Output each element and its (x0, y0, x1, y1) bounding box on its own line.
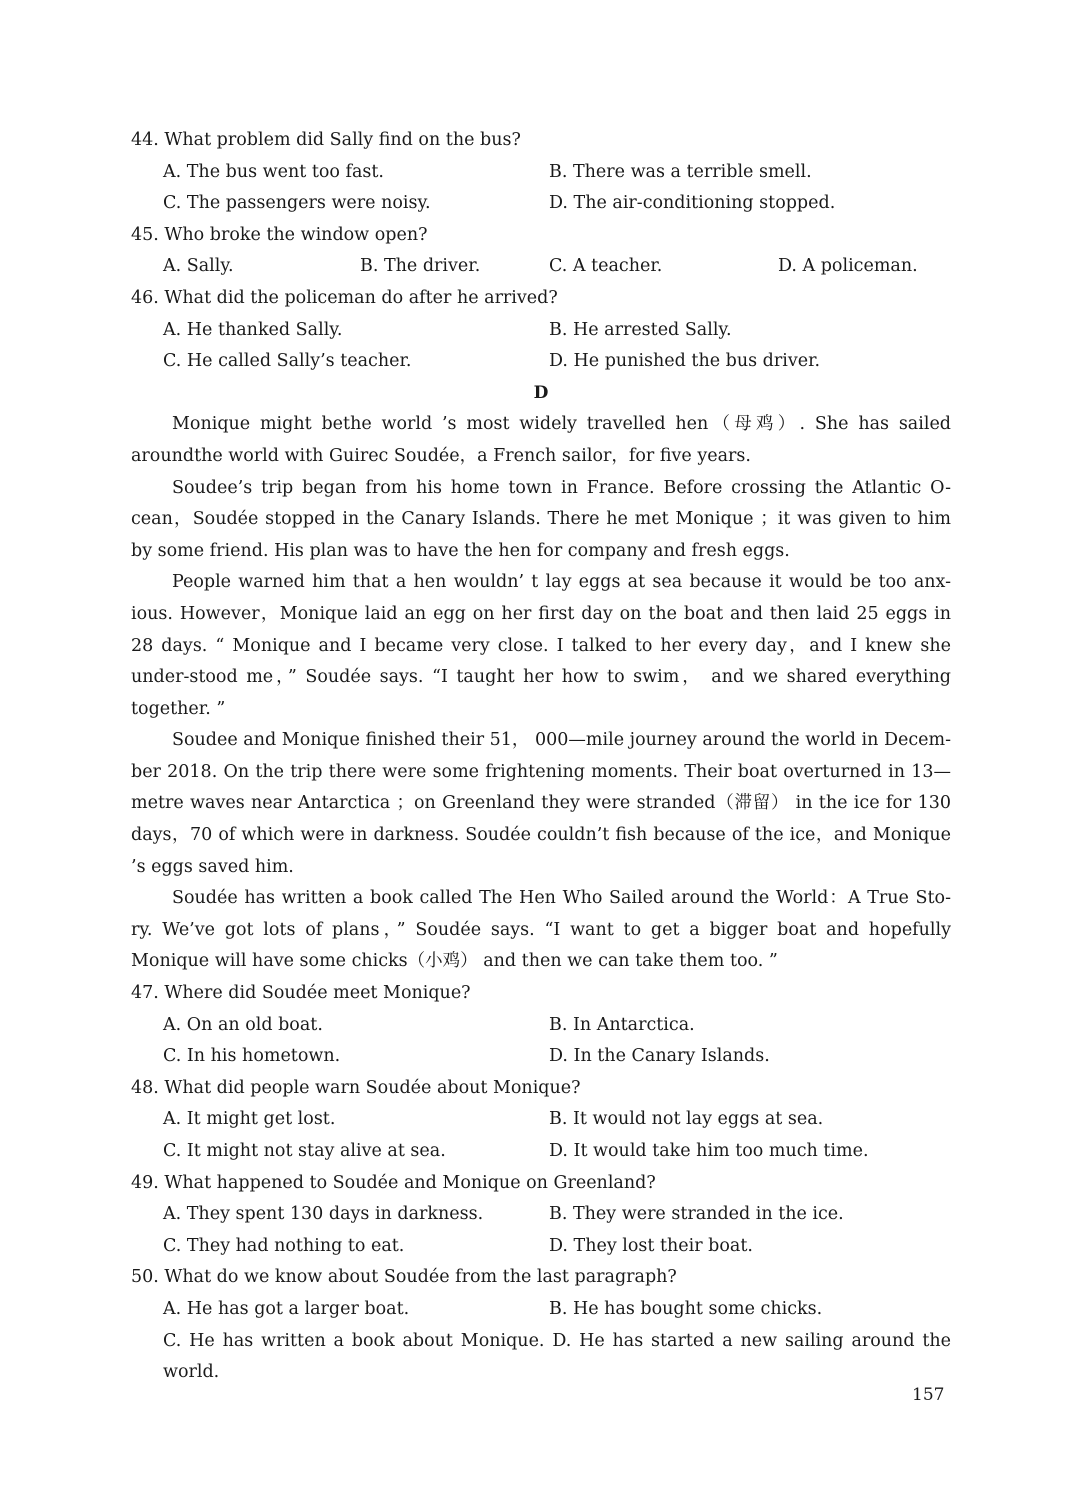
q49-options-row1 (131, 1199, 951, 1231)
q47-options-row1 (131, 1010, 951, 1042)
q48-options-row1 (131, 1104, 951, 1136)
q49-option-c: C. They had nothing to eat. (163, 1235, 405, 1256)
q46-option-b: B. He arrested Sally. (549, 319, 732, 340)
q47-option-a: A. On an old boat. (163, 1014, 323, 1035)
q45-option-c: C. A teacher. (549, 256, 663, 277)
q48-option-a: A. It might get lost. (163, 1109, 336, 1130)
passage-paragraph: People warned him that a hen wouldn’ t lay eggs at sea because it would be too anx-ious. However，Monique laid an egg on her first day on the boat and then laid 25 eggs in 28 days. “ Monique and I became very close. I talked to her every day，and I knew she under-stood me，” Soudée says. “I taught her how to swim， and we shared everything together. ” (131, 572, 951, 719)
q44-options-row1 (131, 157, 951, 189)
q50-option-a: A. He has got a larger boat. (163, 1298, 410, 1319)
passage-paragraph: Monique might bethe world ’s most widely travelled hen（母鸡）. She has sailed aroundthe world with Guirec Soudée，a French sailor，for five years. (131, 414, 951, 466)
passage-paragraph: Soudee and Monique finished their 51， 000—mile journey around the world in Decem-ber 2018. On the trip there were some frightening moments. Their boat overturned in 13—metre waves near Antarctica ；on Greenland they were stranded（滞留） in the ice for 130 days，70 of which were in darkness. Soudée couldn’t fish because of the ice，and Monique ’s eggs saved him. (131, 730, 951, 877)
q48-option-d: D. It would take him too much time. (549, 1141, 869, 1161)
q44-option-d: D. The air-conditioning stopped. (549, 193, 836, 214)
question-47: 47. Where did Soudée meet Monique? (131, 983, 471, 1004)
question-46: 46. What did the policeman do after he arrived? (131, 287, 558, 308)
section-heading: D (533, 382, 549, 403)
q45-option-d: D. A policeman. (778, 256, 918, 277)
q49-option-a: A. They spent 130 days in darkness. (163, 1204, 484, 1225)
q46-options-row1 (131, 315, 951, 347)
q46-options-row2 (131, 346, 951, 378)
q48-option-c: C. It might not stay alive at sea. (163, 1141, 446, 1161)
q45-options-row (131, 251, 951, 283)
q47-options-row2 (131, 1041, 951, 1073)
q46-option-a: A. He thanked Sally. (163, 319, 343, 340)
question-44: 44. What problem did Sally find on the bus? (131, 130, 521, 150)
q47-option-b: B. In Antarctica. (549, 1014, 695, 1035)
q49-option-b: B. They were stranded in the ice. (549, 1204, 844, 1225)
q50-option-b: B. He has bought some chicks. (549, 1298, 823, 1319)
q49-options-row2 (131, 1231, 951, 1263)
q48-option-b: B. It would not lay eggs at sea. (549, 1109, 824, 1130)
q50-options-cd: C. He has written a book about Monique. D. He has started a new sailing around the world. (163, 1330, 951, 1383)
reading-passage (131, 409, 951, 978)
q44-options-row2 (131, 188, 951, 220)
q45-option-b: B. The driver. (360, 256, 481, 277)
q49-option-d: D. They lost their boat. (549, 1235, 753, 1256)
q47-option-c: C. In his hometown. (163, 1046, 341, 1067)
page-number: 157 (912, 1385, 945, 1405)
question-48: 48. What did people warn Soudée about Monique? (131, 1077, 581, 1098)
question-45: 45. Who broke the window open? (131, 224, 428, 245)
q46-option-c: C. He called Sally’s teacher. (163, 351, 412, 372)
q48-options-row2 (131, 1136, 951, 1168)
q46-option-d: D. He punished the bus driver. (549, 351, 821, 372)
question-50: 50. What do we know about Soudée from the last paragraph? (131, 1267, 677, 1288)
passage-paragraph: Soudee’s trip began from his home town in France. Before crossing the Atlantic O-cean，Soudée stopped in the Canary Islands. There he met Monique ；it was given to him by some friend. His plan was to have the hen for company and fresh eggs. (131, 477, 951, 561)
q44-option-b: B. There was a terrible smell. (549, 161, 812, 182)
exam-page (131, 125, 951, 1389)
q44-option-c: C. The passengers were noisy. (163, 193, 431, 214)
question-49: 49. What happened to Soudée and Monique on Greenland? (131, 1172, 656, 1193)
passage-paragraph: Soudée has written a book called The Hen Who Sailed around the World：A True Sto-ry. We’ve got lots of plans，” Soudée says. “I want to get a bigger boat and hopefully Monique will have some chicks（小鸡） and then we can take them too. ” (131, 888, 951, 972)
q50-options-row1 (131, 1294, 951, 1326)
q45-option-a: A. Sally. (163, 256, 234, 277)
q44-option-a: A. The bus went too fast. (163, 161, 384, 182)
q47-option-d: D. In the Canary Islands. (549, 1046, 770, 1067)
